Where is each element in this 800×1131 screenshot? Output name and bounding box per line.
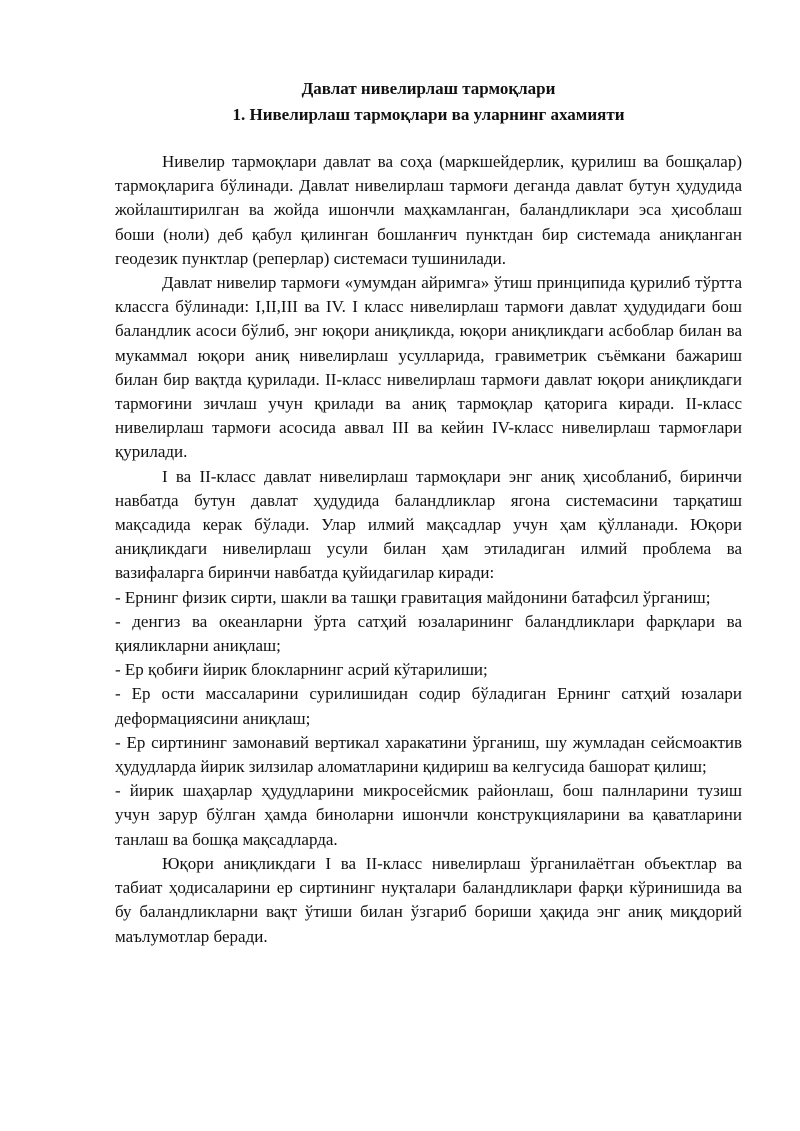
list-item: - Ер ости массаларини сурилишидан содир бўладиган Ернинг сатҳий юзалари деформациясини аниқлаш;: [115, 684, 742, 728]
paragraph-classes: Давлат нивелир тармоғи «умумдан айримга» ўтиш принципида қурилиб тўртта классга бўлинади: I,II,III ва IV. I класс нивелирлаш тармоғи давлат ҳудудидаги бош баландлик асоси бўлиб, энг юқори аниқликда, юқори аниқликдаги асбоблар билан ва мукаммал юқори аниқ нивелирлаш усулларида, гравиметрик съёмкани бажариш билан бир вақтда қурилади. II-класс нивелирлаш тармоғи давлат юқори аниқликдаги тармоғини зичлаш учун қрилади ва аниқ тармоқлар қаторига киради. II-класс нивелирлаш тармоғи асосида аввал III ва кейин IV-класс нивелирлаш тармоғлари қурилади.: [115, 273, 742, 462]
paragraph-intro: Нивелир тармоқлари давлат ва соҳа (маркшейдерлик, қурилиш ва бошқалар) тармоқларига бўлинади. Давлат нивелирлаш тармоғи деганда давлат бутун ҳудудида жойлаштирилган ва жойда ишончли маҳкамланган, баландликлари эса ҳисоблаш боши (ноли) деб қабул қилинган бошланғич пунктдан бир системада аниқланган геодезик пунктлар (реперлар) системаси тушинилади.: [115, 152, 742, 268]
document-title: Давлат нивелирлаш тармоқлари: [301, 79, 556, 98]
paragraph-scientific-tasks: I ва II-класс давлат нивелирлаш тармоқлари энг аниқ ҳисобланиб, биринчи навбатда бутун давлат ҳудудида баландликлар ягона системасини тарқатиш мақсадида керак бўлади. Улар илмий мақсадлар учун ҳам қўлланади. Юқори аниқликдаги нивелирлаш усули билан ҳам этиладиган илмий проблема ва вазифаларга биринчи навбатда қуйидагилар киради:: [115, 466, 742, 583]
list-item: - Ер сиртининг замонавий вертикал харакатини ўрганиш, шу жумладан сейсмоактив ҳудудларда йирик зилзилар аломатларини қидириш ва келгусида башорат қилиш;: [115, 732, 742, 777]
paragraph-closing: Юқори аниқликдаги I ва II-класс нивелирлаш ўрганилаётган объектлар ва табиат ҳодисаларини ер сиртининг нуқталари баландликлари фарқи кўринишида ва бу баландликларни вақт ўтиши билан ўзгариб бориши ҳақида энг аниқ миқдорий маълумотлар беради.: [115, 853, 742, 946]
list-item: - денгиз ва океанларни ўрта сатҳий юзаларининг баландликлари фарқлари ва қияликларни аниқлаш;: [115, 611, 742, 656]
list-item: - Ер қобиғи йирик блокларнинг асрий кўтарилиши;: [115, 660, 488, 680]
list-item: - йирик шаҳарлар ҳудудларини микросейсмик районлаш, бош палнларини тузиш учун зарур бўлган ҳамда биноларни ишончли конструкцияларини ва қаватларини танлаш ва бошқа мақсадларда.: [115, 781, 742, 849]
document-page: [115, 76, 742, 949]
list-item: - Ернинг физик сирти, шакли ва ташқи гравитация майдонини батафсил ўрганиш;: [115, 587, 711, 607]
section-heading: 1. Нивелирлаш тармоқлари ва уларнинг ахамияти: [232, 105, 625, 124]
